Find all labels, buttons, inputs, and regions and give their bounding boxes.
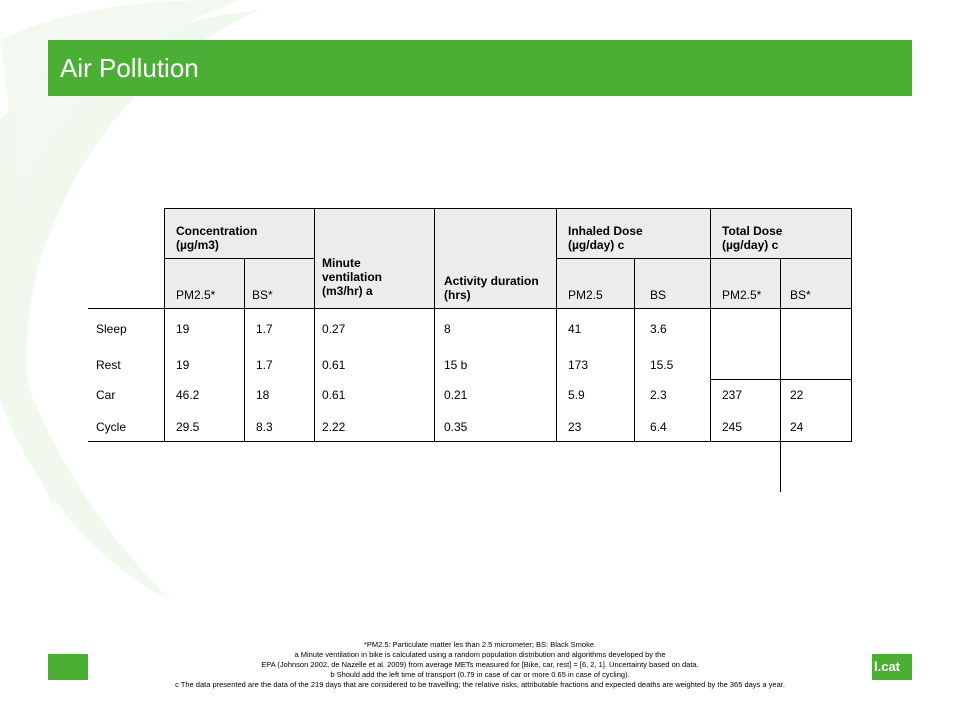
- grid-line: [634, 258, 635, 442]
- cell-ventilation: 0.27: [322, 322, 346, 336]
- header-concentration: Concentration: [176, 224, 258, 238]
- cell-ventilation: 0.61: [322, 388, 346, 402]
- header-minute-ventilation-unit: (m3/hr) a: [322, 284, 373, 298]
- subheader-bs-total: BS*: [790, 288, 811, 302]
- subheader-bs-conc: BS*: [252, 288, 273, 302]
- grid-line: [164, 258, 314, 259]
- grid-line: [88, 441, 852, 442]
- grid-line: [314, 208, 315, 442]
- cell-total-bs: 22: [790, 388, 804, 402]
- header-total-dose: Total Dose: [722, 224, 783, 238]
- cell-total-pm: 237: [722, 388, 743, 402]
- cell-duration: 15 b: [444, 358, 468, 372]
- cell-bs-conc: 8.3: [256, 420, 273, 434]
- cell-inhaled-bs: 3.6: [650, 322, 667, 336]
- subheader-pm25-inhaled: PM2.5: [568, 288, 603, 302]
- cell-inhaled-bs: 15.5: [650, 358, 674, 372]
- row-label: Rest: [96, 358, 121, 372]
- footnotes-box: [88, 640, 872, 706]
- footnote-a-line1: a Minute ventilation in bike is calculated using a random population distribution and algorithms developed by the: [294, 650, 666, 659]
- subheader-pm25-total: PM2.5*: [722, 288, 762, 302]
- slide-title: Air Pollution: [60, 53, 199, 83]
- cell-pm-conc: 19: [176, 322, 190, 336]
- grid-line: [88, 308, 852, 309]
- subheader-pm25-conc: PM2.5*: [176, 288, 216, 302]
- cell-pm-conc: 46.2: [176, 388, 200, 402]
- title-bar: [48, 40, 912, 96]
- header-inhaled-dose: Inhaled Dose: [568, 224, 643, 238]
- header-total-dose-unit: (µg/day) c: [722, 238, 779, 252]
- cell-pm-conc: 29.5: [176, 420, 200, 434]
- footnote-a-line2: EPA (Johnson 2002, de Nazelle et al. 2009) from average METs measured for [Bike, car, rest] = [6, 2, 1]. Uncertainty based on data.: [261, 660, 699, 669]
- header-concentration-unit: (µg/m3): [176, 238, 219, 252]
- cell-inhaled-pm: 173: [568, 358, 589, 372]
- cell-total-bs: 24: [790, 420, 804, 434]
- header-activity-duration: Activity duration (hrs): [444, 274, 539, 302]
- grid-line: [851, 208, 852, 442]
- grid-line: [710, 208, 711, 442]
- cell-bs-conc: 18: [256, 388, 270, 402]
- cell-inhaled-pm: 41: [568, 322, 582, 336]
- header-minute-ventilation: Minute ventilation: [322, 256, 383, 284]
- grid-line: [556, 258, 852, 259]
- row-label: Cycle: [96, 420, 127, 434]
- cell-duration: 0.35: [444, 420, 468, 434]
- cell-inhaled-bs: 6.4: [650, 420, 667, 434]
- cell-total-pm: 245: [722, 420, 743, 434]
- grid-line: [434, 208, 435, 442]
- grid-line: [780, 258, 781, 492]
- grid-line: [556, 208, 557, 442]
- cell-inhaled-pm: 23: [568, 420, 582, 434]
- grid-line: [244, 258, 245, 442]
- grid-line: [164, 208, 852, 209]
- subheader-bs-inhaled: BS: [650, 288, 667, 302]
- footnote-c: c The data presented are the data of the 219 days that are considered to be travelling; the relative risks, attributable fractions and expected deaths are weighted by the 365 days a year.: [175, 680, 785, 689]
- row-label: Car: [96, 388, 116, 402]
- cell-ventilation: 2.22: [322, 420, 346, 434]
- header-inhaled-dose-unit: (µg/day) c: [568, 238, 625, 252]
- brand-text: l.cat: [873, 659, 900, 674]
- grid-line: [710, 379, 852, 380]
- cell-pm-conc: 19: [176, 358, 190, 372]
- cell-inhaled-bs: 2.3: [650, 388, 667, 402]
- footnote-b: b Should add the left time of transport (0.79 in case of car or more 0.65 in case of cycling).: [330, 670, 630, 679]
- footnote-abbreviations: *PM2.5: Particulate matter les than 2.5 micrometer; BS: Black Smoke.: [363, 640, 597, 649]
- row-label: Sleep: [96, 322, 127, 336]
- cell-duration: 8: [444, 322, 451, 336]
- cell-bs-conc: 1.7: [256, 358, 273, 372]
- cell-bs-conc: 1.7: [256, 322, 273, 336]
- cell-duration: 0.21: [444, 388, 468, 402]
- cell-ventilation: 0.61: [322, 358, 346, 372]
- grid-line: [164, 208, 165, 442]
- dose-table: [88, 208, 852, 442]
- cell-inhaled-pm: 5.9: [568, 388, 585, 402]
